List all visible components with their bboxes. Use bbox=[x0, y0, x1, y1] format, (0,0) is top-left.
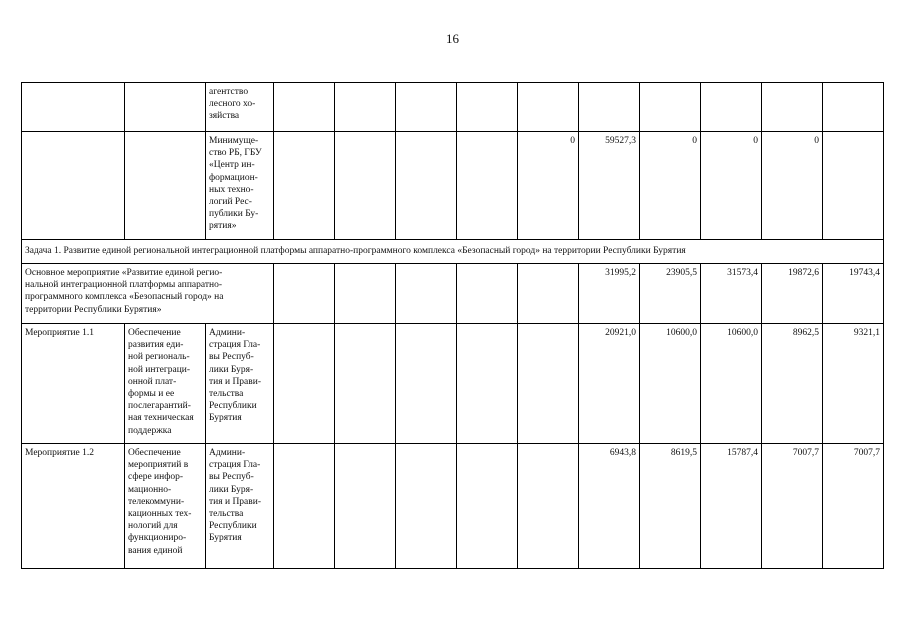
cell-empty bbox=[274, 264, 335, 324]
cell-empty bbox=[22, 132, 125, 240]
event-label: Мероприятие 1.2 bbox=[22, 444, 125, 569]
event-name: Обеспечение мероприятий в сфере инфор- мационно- телекоммуни- кационных тех- нологий для функциониро- вания единой bbox=[125, 444, 206, 569]
value-cell: 23905,5 bbox=[640, 264, 701, 324]
event-label: Мероприятие 1.1 bbox=[22, 324, 125, 444]
value-cell: 19872,6 bbox=[762, 264, 823, 324]
cell-empty bbox=[457, 132, 518, 240]
cell-empty bbox=[518, 83, 579, 132]
table-row-minimush bbox=[22, 132, 884, 240]
value-cell: 0 bbox=[701, 132, 762, 240]
table-row-event-1-2 bbox=[22, 444, 884, 569]
main-event-title: Основное мероприятие «Развитие единой регио- нальной интеграционной платформы аппаратно- программного комплекса «Безопасный город» на территории Республики Бурятия» bbox=[22, 264, 274, 324]
event-name: Обеспечение развития еди- ной региональ- ной интеграци- онной плат- формы и ее послегарантий- ная техническая поддержка bbox=[125, 324, 206, 444]
cell-empty bbox=[274, 83, 335, 132]
executor-cell: Админи- страция Гла- вы Респуб- лики Буря- тия и Прави- тельства Республики Бурятия bbox=[206, 324, 274, 444]
task-heading: Задача 1. Развитие единой региональной интеграционной платформы аппаратно-программного комплекса «Безопасный город» на территории Республики Бурятия bbox=[22, 240, 884, 264]
cell-empty bbox=[335, 83, 396, 132]
cell-empty bbox=[396, 444, 457, 569]
cell-empty bbox=[518, 264, 579, 324]
cell-empty bbox=[274, 444, 335, 569]
cell-empty bbox=[457, 444, 518, 569]
program-table bbox=[21, 82, 884, 569]
cell-empty bbox=[396, 324, 457, 444]
table-row-event-1-1 bbox=[22, 324, 884, 444]
cell-empty bbox=[457, 264, 518, 324]
value-cell: 0 bbox=[518, 132, 579, 240]
value-cell: 6943,8 bbox=[579, 444, 640, 569]
table-row-agency bbox=[22, 83, 884, 132]
cell-empty bbox=[335, 444, 396, 569]
cell-empty bbox=[640, 83, 701, 132]
executor-cell: агентство лесного хо- зяйства bbox=[206, 83, 274, 132]
cell-empty bbox=[274, 324, 335, 444]
value-cell: 0 bbox=[640, 132, 701, 240]
cell-empty bbox=[125, 83, 206, 132]
value-cell: 0 bbox=[762, 132, 823, 240]
cell-empty bbox=[518, 324, 579, 444]
cell-empty bbox=[396, 132, 457, 240]
cell-empty bbox=[457, 83, 518, 132]
cell-empty bbox=[335, 264, 396, 324]
value-cell: 15787,4 bbox=[701, 444, 762, 569]
value-cell: 7007,7 bbox=[823, 444, 884, 569]
executor-cell: Минимуще- ство РБ, ГБУ «Центр ин- формацион- ных техно- логий Рес- публики Бу- рятия» bbox=[206, 132, 274, 240]
cell-empty bbox=[22, 83, 125, 132]
cell-empty bbox=[274, 132, 335, 240]
value-cell: 9321,1 bbox=[823, 324, 884, 444]
value-cell: 59527,3 bbox=[579, 132, 640, 240]
executor-cell: Админи- страция Гла- вы Респуб- лики Буря- тия и Прави- тельства Республики Бурятия bbox=[206, 444, 274, 569]
value-cell: 8619,5 bbox=[640, 444, 701, 569]
cell-empty bbox=[823, 83, 884, 132]
cell-empty bbox=[396, 264, 457, 324]
cell-empty bbox=[518, 444, 579, 569]
value-cell: 31573,4 bbox=[701, 264, 762, 324]
value-cell bbox=[823, 132, 884, 240]
value-cell: 10600,0 bbox=[701, 324, 762, 444]
cell-empty bbox=[396, 83, 457, 132]
table-row-main-event bbox=[22, 264, 884, 324]
value-cell: 20921,0 bbox=[579, 324, 640, 444]
value-cell: 19743,4 bbox=[823, 264, 884, 324]
cell-empty bbox=[457, 324, 518, 444]
cell-empty bbox=[701, 83, 762, 132]
value-cell: 8962,5 bbox=[762, 324, 823, 444]
cell-empty bbox=[335, 132, 396, 240]
cell-empty bbox=[762, 83, 823, 132]
value-cell: 10600,0 bbox=[640, 324, 701, 444]
cell-empty bbox=[579, 83, 640, 132]
page-number: 16 bbox=[446, 31, 459, 46]
value-cell: 31995,2 bbox=[579, 264, 640, 324]
table-row-task bbox=[22, 240, 884, 264]
cell-empty bbox=[125, 132, 206, 240]
value-cell: 7007,7 bbox=[762, 444, 823, 569]
cell-empty bbox=[335, 324, 396, 444]
